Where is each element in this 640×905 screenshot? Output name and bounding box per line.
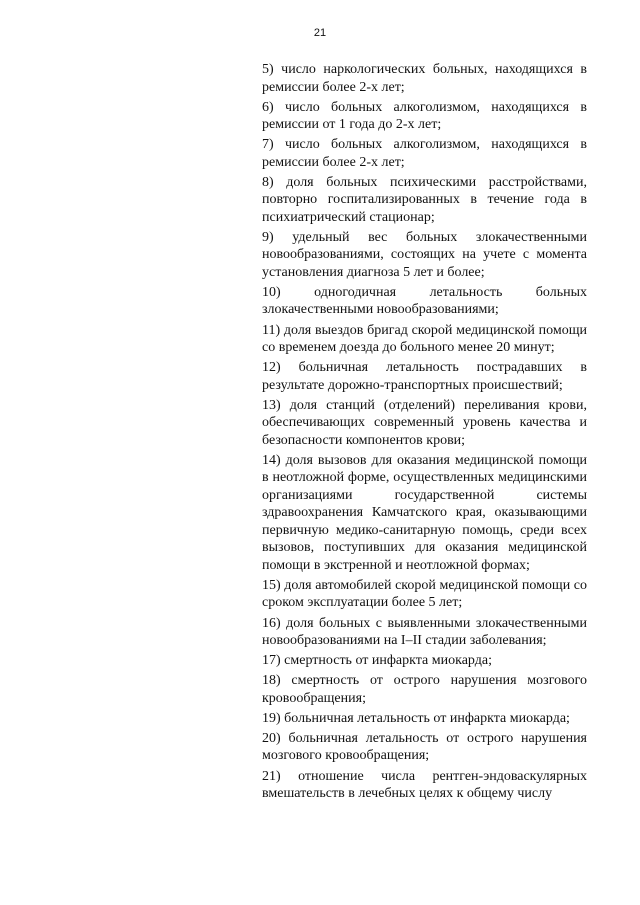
page-number: 21 (313, 27, 327, 39)
list-item: 6) число больных алкоголизмом, находящихся в ремиссии от 1 года до 2-х лет; (262, 99, 587, 133)
list-item: 8) доля больных психическими расстройствами, повторно госпитализированных в течение года в психиатрический стационар; (262, 174, 587, 225)
indicator-list (262, 61, 587, 805)
list-item: 9) удельный вес больных злокачественными новообразованиями, состоящих на учете с момента установления диагноза 5 лет и более; (262, 229, 587, 280)
list-item: 7) число больных алкоголизмом, находящихся в ремиссии более 2-х лет; (262, 137, 587, 170)
list-item: 13) доля станций (отделений) переливания крови, обеспечивающих современный уровень качества и безопасности компонентов крови; (262, 397, 587, 448)
list-item: 20) больничная летальность от острого нарушения мозгового кровообращения; (262, 730, 587, 764)
list-item: 12) больничная летальность пострадавших в результате дорожно-транспортных происшествий; (262, 360, 587, 393)
list-item: 21) отношение числа рентген-эндоваскулярных вмешательств в лечебных целях к общему числу (262, 768, 587, 801)
list-item: 16) доля больных с выявленными злокачественными новообразованиями на I–II стадии заболевания; (262, 615, 587, 649)
list-item: 17) смертность от инфаркта миокарда; (262, 653, 492, 669)
list-item: 19) больничная летальность от инфаркта миокарда; (262, 710, 570, 726)
list-item: 5) число наркологических больных, находящихся в ремиссии более 2-х лет; (262, 62, 587, 95)
list-item: 10) одногодичная летальность больных злокачественными новообразованиями; (262, 284, 587, 318)
list-item: 11) доля выездов бригад скорой медицинской помощи со временем доезда до больного менее 20 минут; (262, 322, 587, 356)
list-item: 18) смертность от острого нарушения мозгового кровообращения; (262, 673, 587, 706)
list-item: 14) доля вызовов для оказания медицинской помощи в неотложной форме, осуществленных медицинскими организациями государственной системы здравоохранения Камчатского края, оказывающими первичную медико-санитарную помощь, среди всех вызовов, поступивших для оказания медицинской помощи в экстренной и неотложной формах; (262, 452, 587, 573)
list-item: 15) доля автомобилей скорой медицинской помощи со сроком эксплуатации более 5 лет; (262, 577, 587, 611)
